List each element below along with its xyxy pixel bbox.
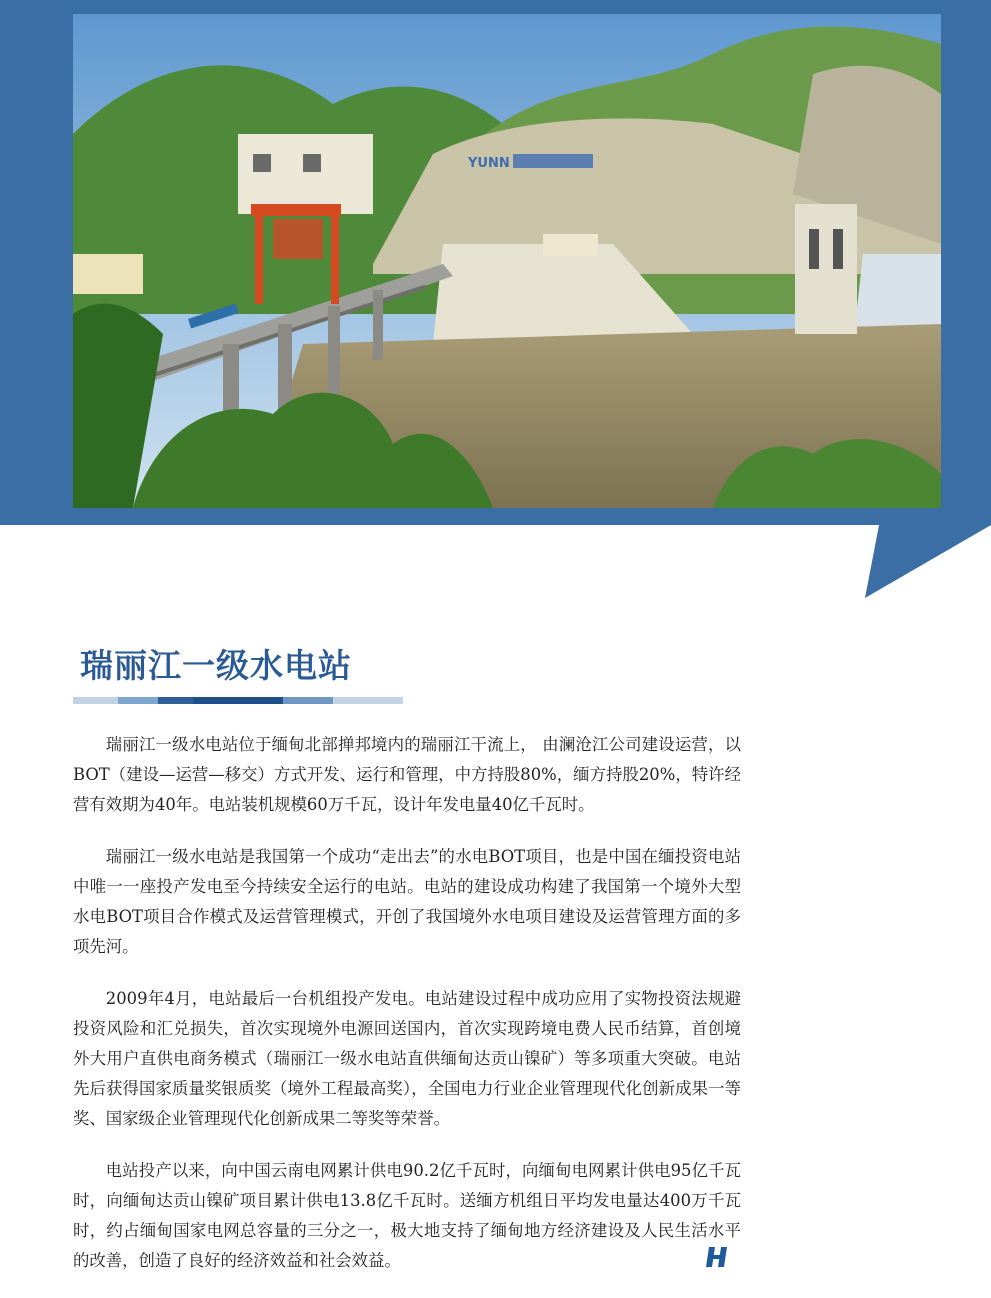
company-logo-icon [705, 1245, 731, 1269]
paragraph: 2009年4月，电站最后一台机组投产发电。电站建设过程中成功应用了实物投资法规避投资风险和汇兑损失，首次实现境外电源回送国内，首次实现跨境电费人民币结算，首创境外大用户直供电商务模式（瑞丽江一级水电站直供缅甸达贡山镍矿）等多项重大突破。电站先后获得国家质量奖银质奖（境外工程最高奖），全国电力行业企业管理现代化创新成果一等奖、国家级企业管理现代化创新成果二等奖等荣誉。 [73, 989, 741, 1128]
rule-segment [158, 697, 193, 704]
title-underline-bar [73, 697, 403, 704]
article-body [73, 730, 741, 1298]
paragraph: 瑞丽江一级水电站位于缅甸北部掸邦境内的瑞丽江干流上， 由澜沧江公司建设运营，以BOT（建设—运营—移交）方式开发、运行和管理，中方持股80%，缅方持股20%，特许经营有效期为40年。电站装机规模60万千瓦，设计年发电量40亿千瓦时。 [73, 735, 741, 814]
paragraph: 电站投产以来，向中国云南电网累计供电90.2亿千瓦时，向缅甸电网累计供电95亿千瓦时，向缅甸达贡山镍矿项目累计供电13.8亿千瓦时。送缅方机组日平均发电量达400万千瓦时，约占缅甸国家电网总容量的三分之一，极大地支持了缅甸地方经济建设及人民生活水平的改善，创造了良好的经济效益和社会效益。 [73, 1161, 741, 1270]
rule-segment [283, 697, 333, 704]
rule-segment [73, 697, 118, 704]
rule-segment [333, 697, 403, 704]
article-title: 瑞丽江一级水电站 [80, 646, 352, 685]
paragraph: 瑞丽江一级水电站是我国第一个成功“走出去”的水电BOT项目，也是中国在缅投资电站中唯一一座投产发电至今持续安全运行的电站。电站的建设成功构建了我国第一个境外大型水电BOT项目合作模式及运营管理模式，开创了我国境外水电项目建设及运营管理方面的多项先河。 [73, 847, 741, 956]
rule-segment [193, 697, 283, 704]
hydropower-station-photo [73, 14, 941, 508]
rule-segment [118, 697, 158, 704]
dam-sign-text: YUNN [468, 156, 510, 171]
